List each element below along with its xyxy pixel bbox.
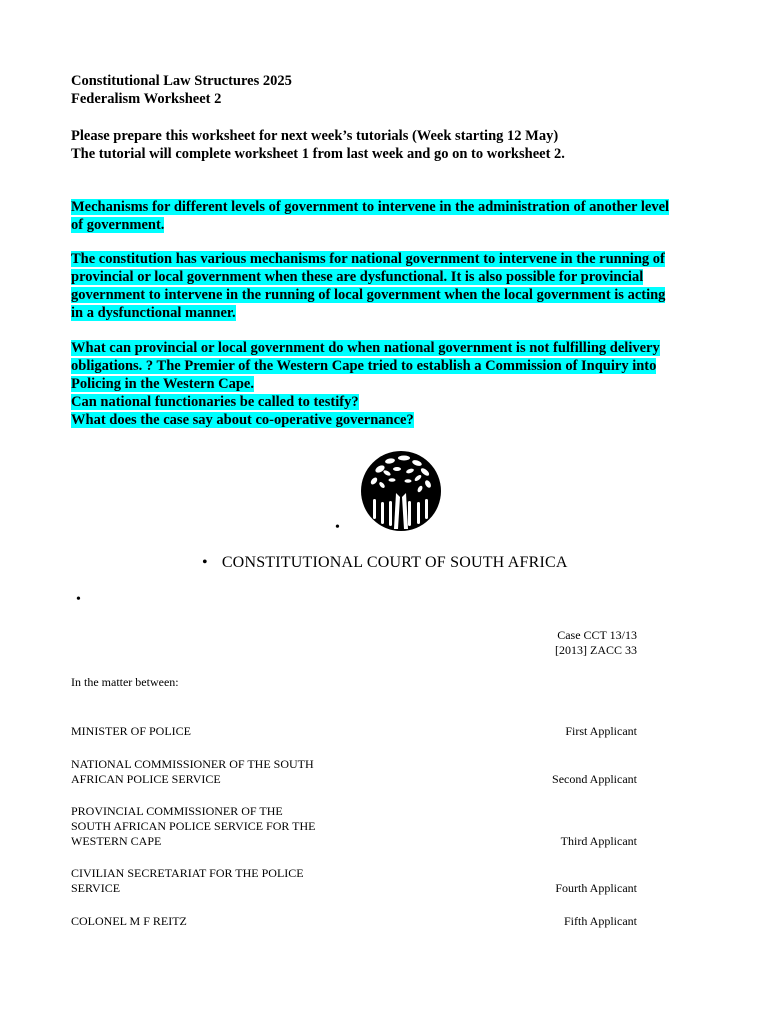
intro-line-1: Please prepare this worksheet for next week’s tutorials (Week starting 12 May) xyxy=(71,128,559,144)
highlight-paragraph-3 xyxy=(71,339,701,429)
highlight-text: obligations. ? The Premier of the Western Cape tried to establish a Commission of Inquiry into xyxy=(71,358,657,374)
worksheet-title: Federalism Worksheet 2 xyxy=(71,91,222,107)
party-role: Fifth Applicant xyxy=(564,914,637,928)
intro-paragraph xyxy=(71,127,565,163)
bullet-marker: • xyxy=(335,520,340,535)
court-title: CONSTITUTIONAL COURT OF SOUTH AFRICA xyxy=(221,554,568,571)
case-reference xyxy=(555,628,637,658)
party-role: Fourth Applicant xyxy=(555,881,637,895)
case-number: Case CCT 13/13 xyxy=(557,628,637,642)
highlight-text: What does the case say about co-operative governance? xyxy=(71,412,414,428)
party-name xyxy=(71,757,341,787)
party-name-line: SERVICE xyxy=(71,881,121,895)
party-name-line: WESTERN CAPE xyxy=(71,834,162,848)
highlight-text: Policing in the Western Cape. xyxy=(71,376,254,392)
highlight-text: The constitution has various mechanisms for national government to intervene in the running of xyxy=(71,251,665,267)
highlight-text: What can provincial or local government do when national government is not fulfilling delivery xyxy=(71,340,660,356)
party-name-line: SOUTH AFRICAN POLICE SERVICE FOR THE xyxy=(71,819,316,833)
party-name-line: NATIONAL COMMISSIONER OF THE SOUTH xyxy=(71,757,314,771)
matter-intro: In the matter between: xyxy=(71,675,179,689)
party-role: Second Applicant xyxy=(552,772,637,786)
case-citation: [2013] ZACC 33 xyxy=(555,643,637,657)
highlight-text: provincial or local government when these are dysfunctional. It is also possible for provincial xyxy=(71,269,644,285)
party-role: First Applicant xyxy=(565,724,637,738)
highlight-paragraph-2 xyxy=(71,250,701,322)
highlight-text: in a dysfunctional manner. xyxy=(71,305,236,321)
highlight-text: government to intervene in the running of local government when the local government is acting xyxy=(71,287,666,303)
court-title-line xyxy=(202,554,568,572)
document-heading xyxy=(71,72,711,108)
party-name xyxy=(71,724,341,739)
party-name-line: CIVILIAN SECRETARIAT FOR THE POLICE xyxy=(71,866,304,880)
party-name xyxy=(71,804,341,849)
party-name-line: MINISTER OF POLICE xyxy=(71,724,192,738)
bullet-marker: • xyxy=(76,592,81,607)
constitutional-court-tree-logo-icon xyxy=(360,447,442,535)
party-name xyxy=(71,914,341,929)
course-title: Constitutional Law Structures 2025 xyxy=(71,73,292,89)
highlight-paragraph-1 xyxy=(71,198,701,234)
party-name-line: AFRICAN POLICE SERVICE xyxy=(71,772,221,786)
party-name-line: PROVINCIAL COMMISSIONER OF THE xyxy=(71,804,283,818)
party-name-line: COLONEL M F REITZ xyxy=(71,914,187,928)
bullet-marker: • xyxy=(202,554,208,571)
highlight-text: Mechanisms for different levels of government to intervene in the administration of another level xyxy=(71,199,670,215)
highlight-text: of government. xyxy=(71,217,165,233)
party-role: Third Applicant xyxy=(560,834,637,848)
party-name xyxy=(71,866,341,896)
intro-line-2: The tutorial will complete worksheet 1 from last week and go on to worksheet 2. xyxy=(71,146,565,162)
highlight-text: Can national functionaries be called to testify? xyxy=(71,394,359,410)
